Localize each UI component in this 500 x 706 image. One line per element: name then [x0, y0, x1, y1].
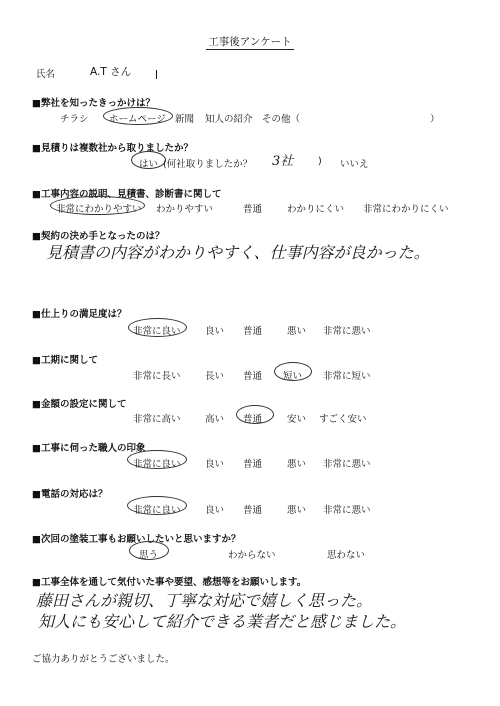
q9-option-2: 良い [205, 505, 225, 516]
q11-answer-line2: 知人にも安心して紹介できる業者だと感じました。 [38, 612, 407, 631]
q8-option-5: 非常に悪い [323, 459, 371, 470]
q9-option-3: 普通 [243, 505, 263, 516]
q8-option-3: 普通 [243, 459, 263, 470]
q8-option-2: 良い [205, 459, 225, 470]
pen-mark [156, 70, 157, 79]
name-value: A.T さん [90, 66, 132, 78]
q5-option-2: 良い [205, 326, 225, 337]
q3-option-2: わかりやすい [156, 204, 214, 215]
q9-option-1: 非常に良い [133, 505, 181, 516]
q2-count-prefix: (何社取りましたか？ [163, 159, 253, 170]
q6-label: ■工期に関して [32, 355, 98, 366]
name-label: 氏名 [36, 69, 56, 80]
q1-option-newspaper: 新聞 [175, 114, 195, 125]
q7-option-3: 普通 [243, 414, 263, 425]
q5-option-5: 非常に悪い [323, 326, 371, 337]
q7-option-1: 非常に高い [133, 414, 181, 425]
q4-answer: 見積書の内容がわかりやすく、仕事内容が良かった。 [46, 243, 430, 262]
q8-option-1: 非常に良い [133, 459, 181, 470]
q7-option-2: 高い [205, 414, 225, 425]
q7-label: ■金額の設定に関して [32, 399, 127, 410]
q2-option-yes: はい [139, 159, 159, 170]
q2-count-suffix: ) [318, 156, 322, 167]
q9-label: ■電話の対応は？ [32, 489, 108, 500]
q4-label: ■契約の決め手となったのは？ [32, 231, 165, 242]
q2-label: ■見積りは複数社から取りましたか？ [32, 143, 193, 154]
q6-option-1: 非常に長い [133, 371, 181, 382]
q3-option-3: 普通 [243, 204, 263, 215]
q8-option-4: 悪い [287, 459, 307, 470]
q3-label: ■工事内容の説明、見積書、診断書に関して [32, 189, 222, 200]
q1-option-flyer: チラシ [60, 114, 89, 125]
q2-count-answer: 3社 [272, 154, 294, 169]
q3-option-1: 非常にわかりやすい [56, 204, 142, 215]
q10-option-2: わからない [228, 550, 276, 561]
q6-option-5: 非常に短い [323, 371, 371, 382]
q1-option-homepage: ホームページ [109, 114, 166, 125]
q1-option-other-close: ） [430, 114, 440, 125]
q2-option-no: いいえ [340, 159, 369, 170]
q7-option-4: 安い [287, 414, 307, 425]
q6-option-4: 短い [283, 371, 303, 382]
q9-option-4: 悪い [287, 505, 307, 516]
survey-title: 工事後アンケート [208, 36, 292, 48]
q3-option-5: 非常にわかりにくい [363, 204, 449, 215]
q5-option-4: 悪い [287, 326, 307, 337]
q10-label: ■次回の塗装工事もお願いしたいと思いますか？ [32, 534, 241, 545]
q1-option-referral: 知人の紹介 [205, 114, 253, 125]
q5-label: ■仕上りの満足度は？ [32, 309, 127, 320]
q9-option-5: 非常に悪い [323, 505, 371, 516]
q6-option-2: 長い [205, 371, 225, 382]
q1-label: ■弊社を知ったきっかけは？ [32, 98, 155, 109]
q6-option-3: 普通 [243, 371, 263, 382]
q10-option-1: 思う [139, 550, 159, 561]
q11-label: ■工事全体を通して気付いた事や要望、感想等をお願いします。 [32, 577, 307, 588]
q1-option-other: その他（ [262, 114, 301, 125]
q3-option-4: わかりにくい [287, 204, 345, 215]
closing-message: ご協力ありがとうございました。 [32, 654, 175, 665]
q8-label: ■工事に伺った職人の印象 [32, 443, 146, 454]
q7-option-5: すごく安い [319, 414, 367, 425]
q10-option-3: 思わない [327, 550, 366, 561]
q5-option-1: 非常に良い [133, 326, 181, 337]
q5-option-3: 普通 [243, 326, 263, 337]
q11-answer-line1: 藤田さんが親切、丁寧な対応で嬉しく思った。 [36, 591, 373, 610]
